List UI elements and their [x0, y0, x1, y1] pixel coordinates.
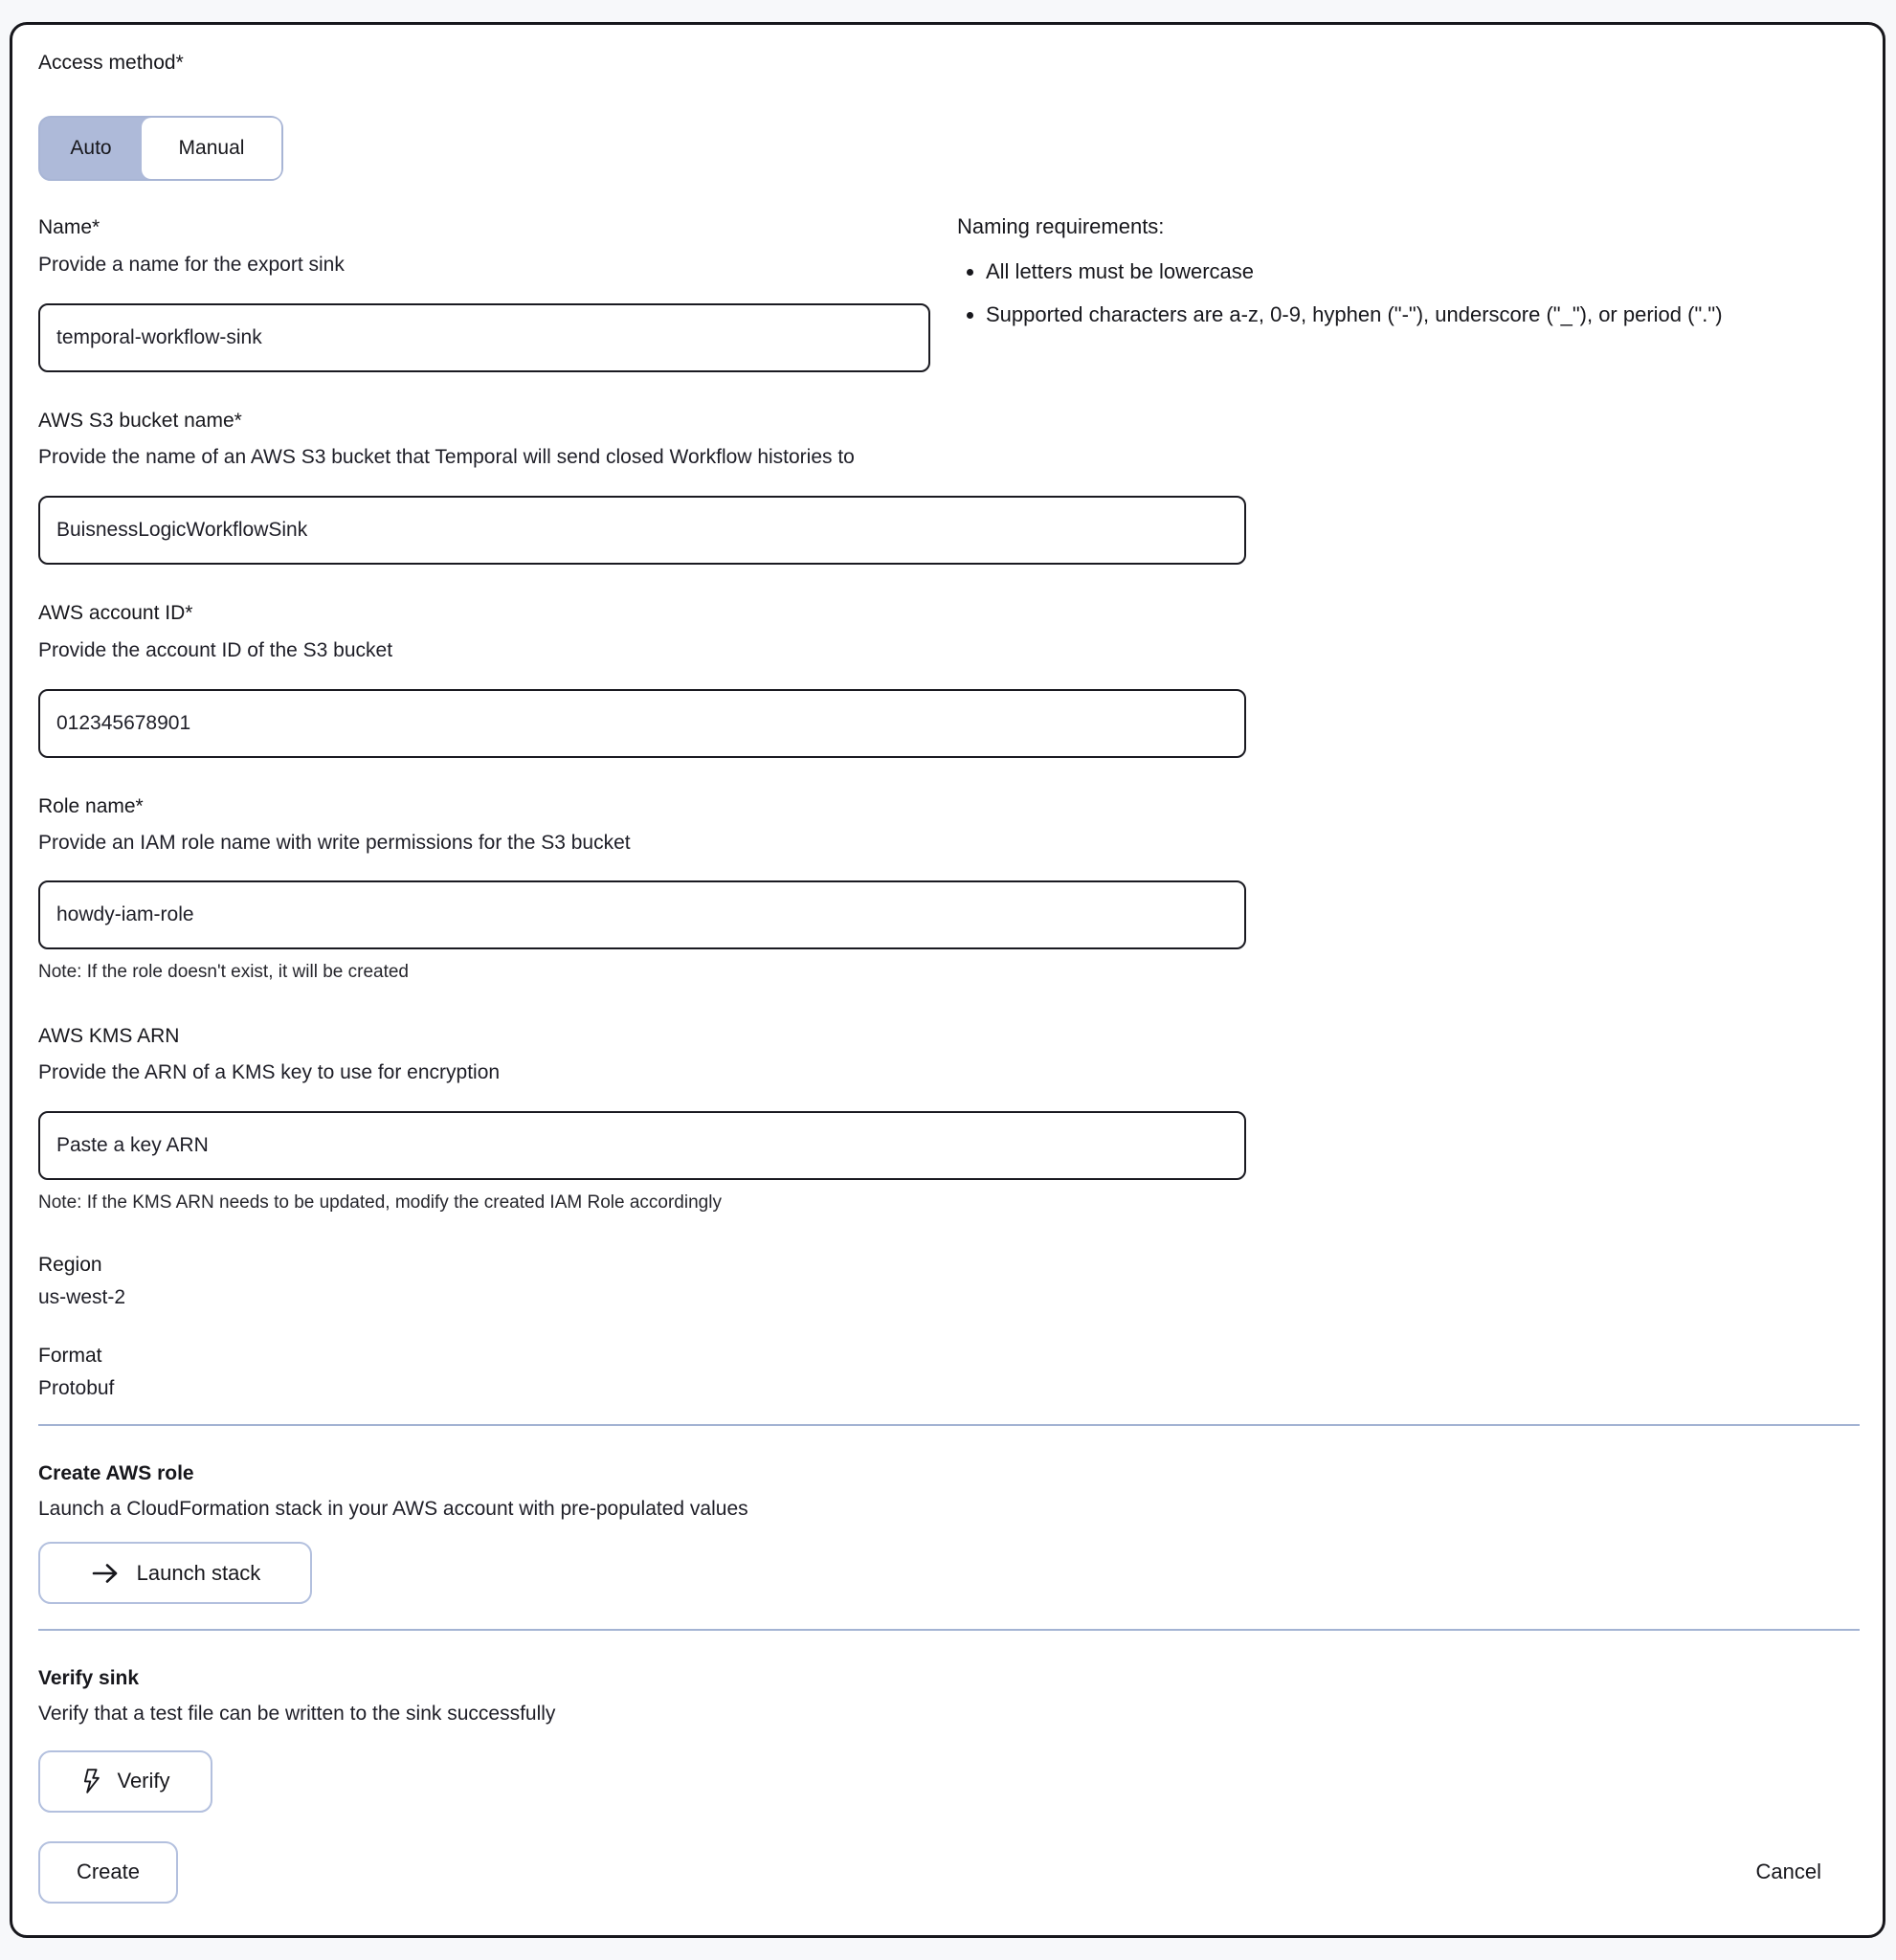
- access-method-toggle: [38, 116, 283, 181]
- name-description: Provide a name for the export sink: [38, 253, 345, 276]
- region-label: Region: [38, 1253, 102, 1276]
- name-label: Name*: [38, 216, 100, 239]
- format-value: Protobuf: [38, 1377, 115, 1400]
- bucket-name-label: AWS S3 bucket name*: [38, 409, 242, 432]
- create-role-description: Launch a CloudFormation stack in your AWS account with pre-populated values: [38, 1498, 748, 1521]
- format-label: Format: [38, 1344, 102, 1367]
- cancel-link[interactable]: Cancel: [1755, 1860, 1821, 1884]
- region-value: us-west-2: [38, 1285, 126, 1308]
- role-name-label: Role name*: [38, 794, 144, 817]
- verify-sink-title: Verify sink: [38, 1667, 140, 1690]
- bucket-name-input[interactable]: [38, 496, 1246, 565]
- role-name-description: Provide an IAM role name with write permissions for the S3 bucket: [38, 832, 631, 855]
- bucket-name-description: Provide the name of an AWS S3 bucket that Temporal will send closed Workflow histories to: [38, 446, 855, 469]
- kms-arn-label: AWS KMS ARN: [38, 1025, 180, 1048]
- account-id-description: Provide the account ID of the S3 bucket: [38, 638, 393, 661]
- account-id-input[interactable]: [38, 689, 1246, 758]
- access-method-option-manual[interactable]: Manual: [142, 118, 281, 179]
- naming-rule: • All letters must be lowercase: [986, 256, 1771, 286]
- naming-requirements: [957, 213, 1771, 329]
- kms-arn-input[interactable]: [38, 1111, 1246, 1180]
- launch-stack-label: Launch stack: [136, 1560, 261, 1585]
- name-input[interactable]: [38, 303, 930, 372]
- naming-requirements-title: Naming requirements:: [957, 214, 1165, 238]
- arrow-right-icon: [90, 1561, 121, 1586]
- access-method-label: Access method*: [38, 52, 184, 74]
- create-role-title: Create AWS role: [38, 1462, 194, 1485]
- divider: [38, 1424, 1860, 1426]
- verify-sink-description: Verify that a test file can be written to the sink successfully: [38, 1703, 556, 1726]
- lightning-bolt-icon: [80, 1768, 102, 1794]
- account-id-label: AWS account ID*: [38, 602, 193, 625]
- naming-requirements-list: [957, 256, 1771, 329]
- divider: [38, 1629, 1860, 1631]
- naming-rule: • Supported characters are a-z, 0-9, hyphen ("-"), underscore ("_"), or period ("."): [986, 300, 1771, 329]
- verify-label: Verify: [117, 1769, 170, 1793]
- form-footer: [38, 1841, 1860, 1904]
- kms-arn-description: Provide the ARN of a KMS key to use for encryption: [38, 1061, 501, 1084]
- role-name-note: Note: If the role doesn't exist, it will be created: [38, 962, 409, 983]
- create-button[interactable]: Create: [38, 1841, 178, 1904]
- verify-button[interactable]: [38, 1750, 212, 1813]
- launch-stack-button[interactable]: [38, 1542, 312, 1604]
- export-sink-form-card: [10, 22, 1885, 1938]
- role-name-input[interactable]: [38, 880, 1246, 949]
- kms-arn-note: Note: If the KMS ARN needs to be updated, modify the created IAM Role accordingly: [38, 1192, 722, 1213]
- access-method-option-auto[interactable]: Auto: [70, 137, 112, 160]
